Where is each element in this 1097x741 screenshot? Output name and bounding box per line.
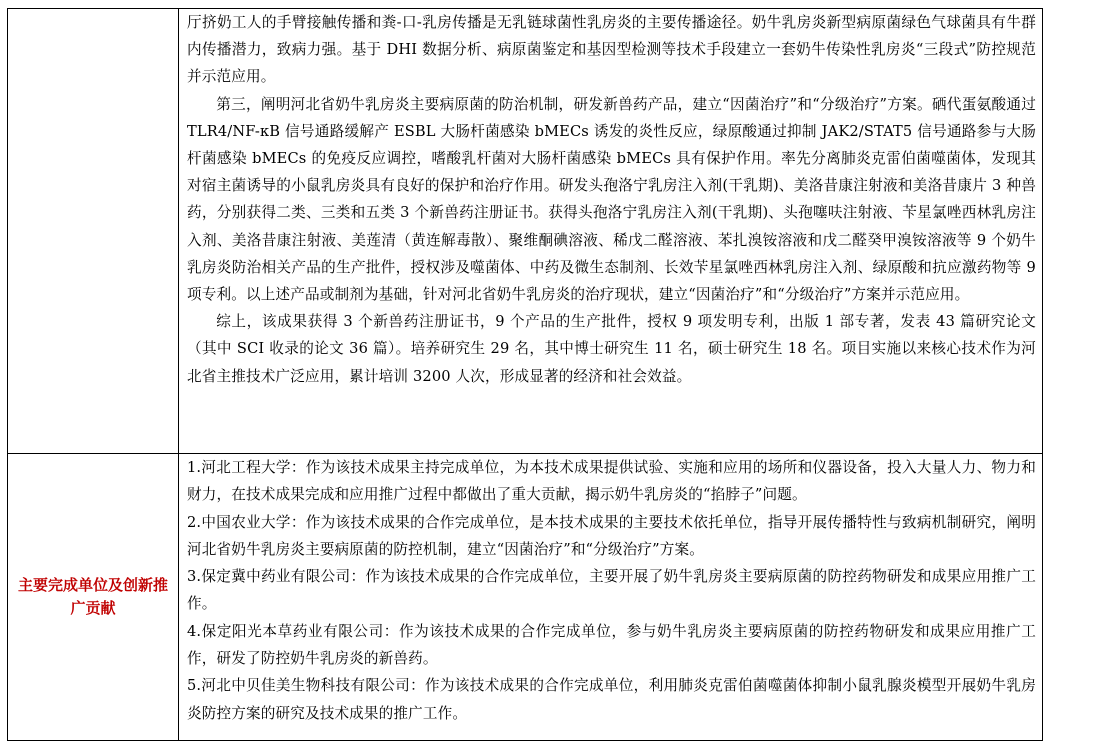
paragraph-conclusion: 综上，该成果获得 3 个新兽药注册证书，9 个产品的生产批件，授权 9 项发明专利，出版 1 部专著，发表 43 篇研究论文（其中 SCI 收录的论文 36 篇）。培养研究生 29 名，其中博士研究生 11 名，硕士研究生 18 名。项目实施以来核心技术作为河北省主推技术广泛应用，累计培训 3200 人次，形成显著的经济和社会效益。 bbox=[187, 313, 1036, 385]
list-item-unit-2: 2.中国农业大学：作为该技术成果的合作完成单位，是本技术成果的主要技术依托单位，指导开展传播特性与致病机制研究，阐明河北省奶牛乳房炎主要病原菌的防控机制，建立“因菌治疗”和“分级治疗”方案。 bbox=[187, 513, 1036, 558]
row-label-cell-empty bbox=[8, 9, 179, 454]
paragraph-third-point: 第三，阐明河北省奶牛乳房炎主要病原菌的防治机制，研发新兽药产品，建立“因菌治疗”和“分级治疗”方案。硒代蛋氨酸通过 TLR4/NF-κB 信号通路缓解产 ESBL 大肠杆菌感染 bMECs 诱发的炎性反应，绿原酸通过抑制 JAK2/STAT5 信号通路参与大肠杆菌感染 bMECs 的免疫反应调控，嗜酸乳杆菌对大肠杆菌感染 bMECs 具有保护作用。率先分离肺炎克雷伯菌噬菌体，发现其对宿主菌诱导的小鼠乳房炎具有良好的保护和治疗作用。研发头孢洛宁乳房注入剂(干乳期)、美洛昔康注射液和美洛昔康片 3 种兽药，分别获得二类、三类和五类 3 个新兽药注册证书。获得头孢洛宁乳房注入剂(干乳期)、头孢噻呋注射液、苄星氯唑西林乳房注入剂、美洛昔康注射液、美莲清（黄连解毒散）、聚维酮碘溶液、稀戊二醛溶液、苯扎溴铵溶液和戊二醛癸甲溴铵溶液等 9 个奶牛乳房炎防治相关产品的生产批件，授权涉及噬菌体、中药及微生态制剂、长效苄星氯唑西林乳房注入剂、绿原酸和抗应激药物等 9 项专利。以上述产品或制剂为基础，针对河北省奶牛乳房炎的治疗现状，建立“因菌治疗”和“分级治疗”方案并示范应用。 bbox=[187, 95, 1036, 304]
list-item-unit-4: 4.保定阳光本草药业有限公司：作为该技术成果的合作完成单位，参与奶牛乳房炎主要病原菌的防控药物研发和成果应用推广工作，研发了防控奶牛乳房炎的新兽药。 bbox=[187, 622, 1036, 668]
table-row-summary bbox=[8, 9, 1043, 454]
row-label-cell-units bbox=[8, 454, 179, 741]
list-item-unit-3: 3.保定冀中药业有限公司：作为该技术成果的合作完成单位，主要开展了奶牛乳房炎主要病原菌的防控药物研发和成果应用推广工作。 bbox=[187, 568, 1036, 613]
units-label: 主要完成单位及创新推广贡献 bbox=[18, 576, 169, 617]
document-table bbox=[7, 8, 1043, 741]
list-item-unit-1: 1.河北工程大学：作为该技术成果主持完成单位，为本技术成果提供试验、实施和应用的场所和仪器设备，投入大量人力、物力和财力，在技术成果完成和应用推广过程中都做出了重大贡献，揭示奶牛乳房炎的“掐脖子”问题。 bbox=[187, 459, 1036, 504]
units-content-cell bbox=[179, 454, 1043, 741]
table-row-units bbox=[8, 454, 1043, 741]
summary-content-cell bbox=[179, 9, 1043, 454]
list-item-unit-5: 5.河北中贝佳美生物科技有限公司：作为该技术成果的合作完成单位，利用肺炎克雷伯菌噬菌体抑制小鼠乳腺炎模型开展奶牛乳房炎防控方案的研究及技术成果的推广工作。 bbox=[187, 677, 1036, 722]
paragraph-transmission: 厅挤奶工人的手臂接触传播和粪-口-乳房传播是无乳链球菌性乳房炎的主要传播途径。奶牛乳房炎新型病原菌绿色气球菌具有牛群内传播潜力，致病力强。基于 DHI 数据分析、病原菌鉴定和基因型检测等技术手段建立一套奶牛传染性乳房炎“三段式”防控规范并示范应用。 bbox=[187, 14, 1036, 86]
